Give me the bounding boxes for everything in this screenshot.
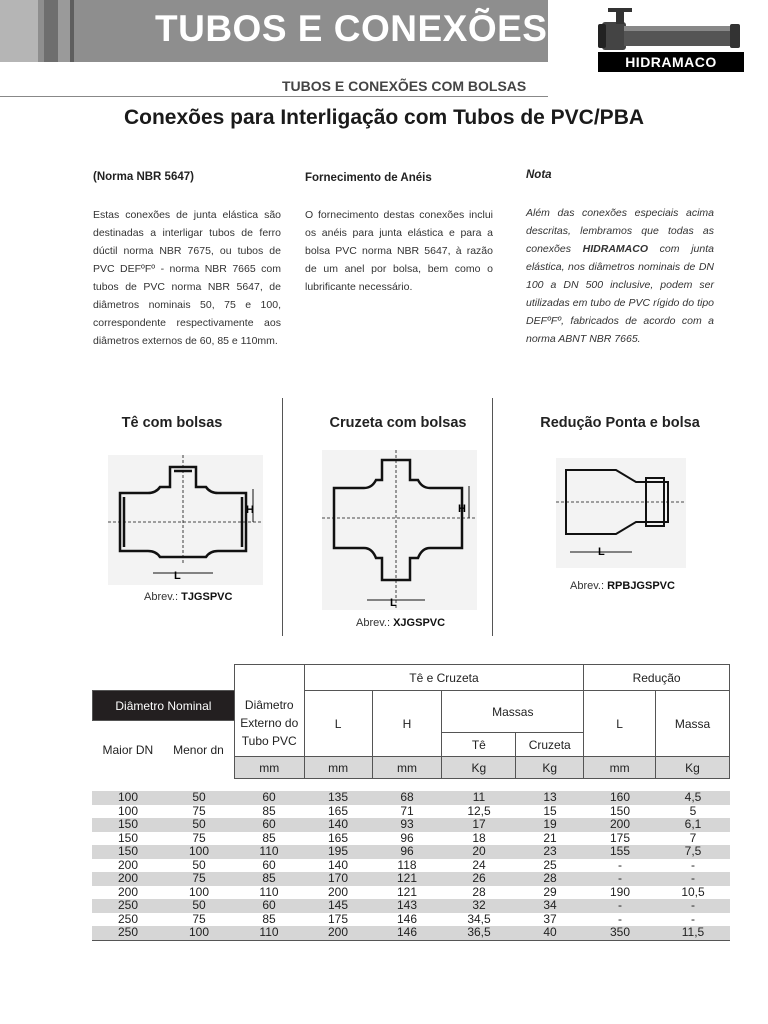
table-cell: - <box>656 872 730 886</box>
table-cell: 200 <box>327 884 349 899</box>
header-reducao-massa: Massa <box>656 691 730 757</box>
table-cell: 28 <box>472 884 486 899</box>
table-cell: 175 <box>327 911 349 926</box>
divider <box>492 398 493 636</box>
table-cell: 100 <box>164 845 234 859</box>
unit-cell: mm <box>304 757 372 779</box>
header-cruzeta: Cruzeta <box>516 733 584 757</box>
abrev-reducao <box>570 580 675 592</box>
table-cell: 350 <box>584 926 656 940</box>
table-cell: 75 <box>164 872 234 886</box>
blank-cell <box>93 665 235 691</box>
header-stripe <box>44 0 58 62</box>
table-cell: 10,5 <box>681 884 705 899</box>
header-te: Tê <box>442 733 516 757</box>
table-row <box>92 859 730 873</box>
table-cell: 121 <box>396 884 418 899</box>
table-cell: 200 <box>584 818 656 832</box>
table-cell: 190 <box>609 884 631 899</box>
table-cell: 200 <box>117 884 139 899</box>
table-cell: 170 <box>304 872 372 886</box>
table-cell: 17 <box>442 818 516 832</box>
header-diametro-externo: Diâmetro Externo do Tubo PVC <box>234 691 304 757</box>
table-cell: 6,1 <box>656 818 730 832</box>
nota-text: Além das conexões especiais acima descritas, lembramos que todas as conexões <box>526 207 714 255</box>
header-stripe <box>70 0 74 62</box>
column-body-norma: Estas conexões de junta elástica são destinadas a interligar tubos de ferro dúctil norma NBR 7675, ou tubos de PVC DEFºFº - norma NBR 7665 com tubos de PVC norma NBR 5647, de diâmetros nominais 50, 75 e 100, correspondente respectivamente aos diâmetros externos de 60, 85 e 110mm. <box>93 209 281 347</box>
table-cell: 85 <box>234 872 304 886</box>
table-cell: 32 <box>442 899 516 913</box>
abrev-code: RPBJGSPVC <box>607 580 675 592</box>
table-cell: 50 <box>164 791 234 805</box>
table-cell: 250 <box>117 911 139 926</box>
table-cell: 75 <box>192 830 206 845</box>
table-cell: 100 <box>117 803 139 818</box>
brand-name: HIDRAMACO <box>582 243 648 255</box>
table-cell: 28 <box>516 872 584 886</box>
table-cell: 68 <box>372 791 442 805</box>
table-row <box>92 818 730 832</box>
reducao-ponta-bolsa-drawing <box>556 458 686 568</box>
table-cell: 71 <box>400 803 414 818</box>
diagram-title-te: Tê com bolsas <box>121 415 223 431</box>
header-l: L <box>304 691 372 757</box>
table-cell: 11,5 <box>656 926 730 940</box>
table-cell: 60 <box>234 818 304 832</box>
table-cell: 26 <box>442 872 516 886</box>
table-cell: 100 <box>92 791 164 805</box>
table-cell: 36,5 <box>442 926 516 940</box>
unit-cell: mm <box>584 757 656 779</box>
table-row <box>92 926 730 940</box>
abrev-code: TJGSPVC <box>181 591 233 603</box>
table-cell: 15 <box>543 803 557 818</box>
dimensions-table <box>92 664 730 941</box>
header-massas: Massas <box>442 691 584 733</box>
unit-cell: Kg <box>442 757 516 779</box>
column-heading-norma: (Norma NBR 5647) <box>93 171 194 183</box>
abrev-label: Abrev.: <box>356 617 391 629</box>
table-cell: 18 <box>472 830 486 845</box>
table-cell: 146 <box>372 926 442 940</box>
table-cell: 160 <box>584 791 656 805</box>
table-cell: 140 <box>304 818 372 832</box>
table-cell: 250 <box>92 926 164 940</box>
table-cell: 19 <box>516 818 584 832</box>
table-cell: 50 <box>164 899 234 913</box>
table-cell: 93 <box>372 818 442 832</box>
table-cell: 20 <box>442 845 516 859</box>
abrev-cruzeta <box>356 617 445 629</box>
table-cell: 37 <box>543 911 557 926</box>
table-cell: 7 <box>689 830 697 845</box>
header-maior-dn: Maior DN <box>102 742 154 757</box>
te-com-bolsas-drawing <box>108 455 263 585</box>
table-cell: 60 <box>234 899 304 913</box>
table-cell: 150 <box>609 803 631 818</box>
page-title: Conexões para Interligação com Tubos de PVC/PBA <box>123 106 645 129</box>
table-cell: 85 <box>262 911 276 926</box>
diagram-title-reducao: Redução Ponta e bolsa <box>540 415 700 431</box>
header-reducao: Redução <box>584 665 730 691</box>
table-cell: 140 <box>327 857 349 872</box>
table-cell: 5 <box>689 803 697 818</box>
table-cell: - <box>691 911 695 926</box>
table-cell: 145 <box>304 899 372 913</box>
table-cell: 146 <box>396 911 418 926</box>
table-cell: 96 <box>400 830 414 845</box>
table-cell: 110 <box>234 845 304 859</box>
blank-cell <box>234 665 304 691</box>
table-cell: 7,5 <box>656 845 730 859</box>
table-row <box>92 872 730 886</box>
table-cell: - <box>656 899 730 913</box>
table-cell: 100 <box>164 926 234 940</box>
table-cell: - <box>618 857 622 872</box>
table-cell: 12,5 <box>467 803 491 818</box>
table-cell: 13 <box>516 791 584 805</box>
table-cell: - <box>691 857 695 872</box>
table-cell: 110 <box>234 926 304 940</box>
table-cell: 75 <box>192 803 206 818</box>
table-header <box>92 664 730 779</box>
table-cell: 200 <box>117 857 139 872</box>
table-cell: - <box>618 911 622 926</box>
table-cell: 50 <box>192 857 206 872</box>
header-stripe <box>0 0 38 62</box>
header-menor-dn: Menor dn <box>173 742 224 757</box>
abrev-code: XJGSPVC <box>393 617 446 629</box>
abrev-te <box>144 591 232 603</box>
divider <box>0 96 548 97</box>
table-cell: 60 <box>234 791 304 805</box>
table-row <box>92 899 730 913</box>
column-heading-aneis: Fornecimento de Anéis <box>305 172 432 184</box>
column-heading-nota: Nota <box>526 169 552 181</box>
table-cell: 150 <box>117 830 139 845</box>
dim-l-label: L <box>174 570 181 582</box>
table-cell: 121 <box>372 872 442 886</box>
table-cell: - <box>584 899 656 913</box>
header-stripe <box>58 0 70 62</box>
table-cell: 175 <box>609 830 631 845</box>
table-cell: 165 <box>327 830 349 845</box>
unit-cell: Kg <box>516 757 584 779</box>
table-cell: 29 <box>543 884 557 899</box>
table-cell: 135 <box>304 791 372 805</box>
table-row <box>92 832 730 846</box>
table-cell: 195 <box>304 845 372 859</box>
table-cell: 24 <box>472 857 486 872</box>
table-cell: 34,5 <box>467 911 491 926</box>
table-cell: 50 <box>164 818 234 832</box>
column-body-nota <box>526 204 714 348</box>
header-h: H <box>372 691 442 757</box>
table-cell: 60 <box>262 857 276 872</box>
header-title: TUBOS E CONEXÕES <box>155 8 548 49</box>
abrev-label: Abrev.: <box>570 580 605 592</box>
header-te-cruzeta: Tê e Cruzeta <box>304 665 583 691</box>
table-cell: 150 <box>92 845 164 859</box>
dim-l-label: L <box>390 597 397 609</box>
table-cell: 150 <box>92 818 164 832</box>
dim-h-label: H <box>246 504 254 516</box>
table-cell: 40 <box>516 926 584 940</box>
cruzeta-com-bolsas-drawing <box>322 450 477 610</box>
table-cell: 75 <box>192 911 206 926</box>
dim-l-label: L <box>598 546 605 558</box>
table-row <box>92 805 730 819</box>
dn-sub-cell <box>93 721 235 779</box>
table-cell: 143 <box>372 899 442 913</box>
table-cell: 21 <box>543 830 557 845</box>
table-cell: 200 <box>92 872 164 886</box>
table-cell: - <box>584 872 656 886</box>
table-row <box>92 913 730 927</box>
unit-cell: mm <box>234 757 304 779</box>
column-body-aneis: O fornecimento destas conexões inclui os anéis para junta elástica e para a bolsa PVC norma NBR 5647, à razão de um anel por bolsa, bem como o lubrificante necessário. <box>305 209 493 293</box>
table-body <box>92 791 730 941</box>
table-row <box>92 791 730 805</box>
dn-subheader <box>93 741 234 759</box>
table-cell: 34 <box>516 899 584 913</box>
table-cell: 165 <box>327 803 349 818</box>
header-diametro-nominal: Diâmetro Nominal <box>93 691 235 721</box>
table-cell: 4,5 <box>656 791 730 805</box>
divider <box>282 398 283 636</box>
table-cell: 250 <box>92 899 164 913</box>
table-cell: 110 <box>259 884 279 899</box>
logo-text: HIDRAMACO <box>598 52 744 72</box>
table-cell: 25 <box>543 857 557 872</box>
nota-text: com junta elástica, nos diâmetros nominais de DN 100 a DN 500 inclusive, podem ser utilizadas em tubo de PVC rígido do tipo DEFºFº, fabricados de acordo com a norma ABNT NBR 7665. <box>526 243 714 345</box>
abrev-label: Abrev.: <box>144 591 179 603</box>
table-cell: 85 <box>262 803 276 818</box>
header-reducao-l: L <box>584 691 656 757</box>
section-subtitle: TUBOS E CONEXÕES COM BOLSAS <box>282 78 527 94</box>
table-cell: 155 <box>584 845 656 859</box>
table-cell: 85 <box>262 830 276 845</box>
unit-cell: Kg <box>656 757 730 779</box>
table-row <box>92 845 730 859</box>
table-cell: 118 <box>397 857 417 872</box>
dim-h-label: H <box>458 503 466 515</box>
table-cell: 100 <box>188 884 210 899</box>
table-cell: 11 <box>442 791 516 805</box>
table-cell: 23 <box>516 845 584 859</box>
table-cell: 200 <box>304 926 372 940</box>
unit-cell: mm <box>372 757 442 779</box>
table-cell: 96 <box>372 845 442 859</box>
diagram-title-cruzeta: Cruzeta com bolsas <box>329 415 467 431</box>
table-row <box>92 886 730 900</box>
